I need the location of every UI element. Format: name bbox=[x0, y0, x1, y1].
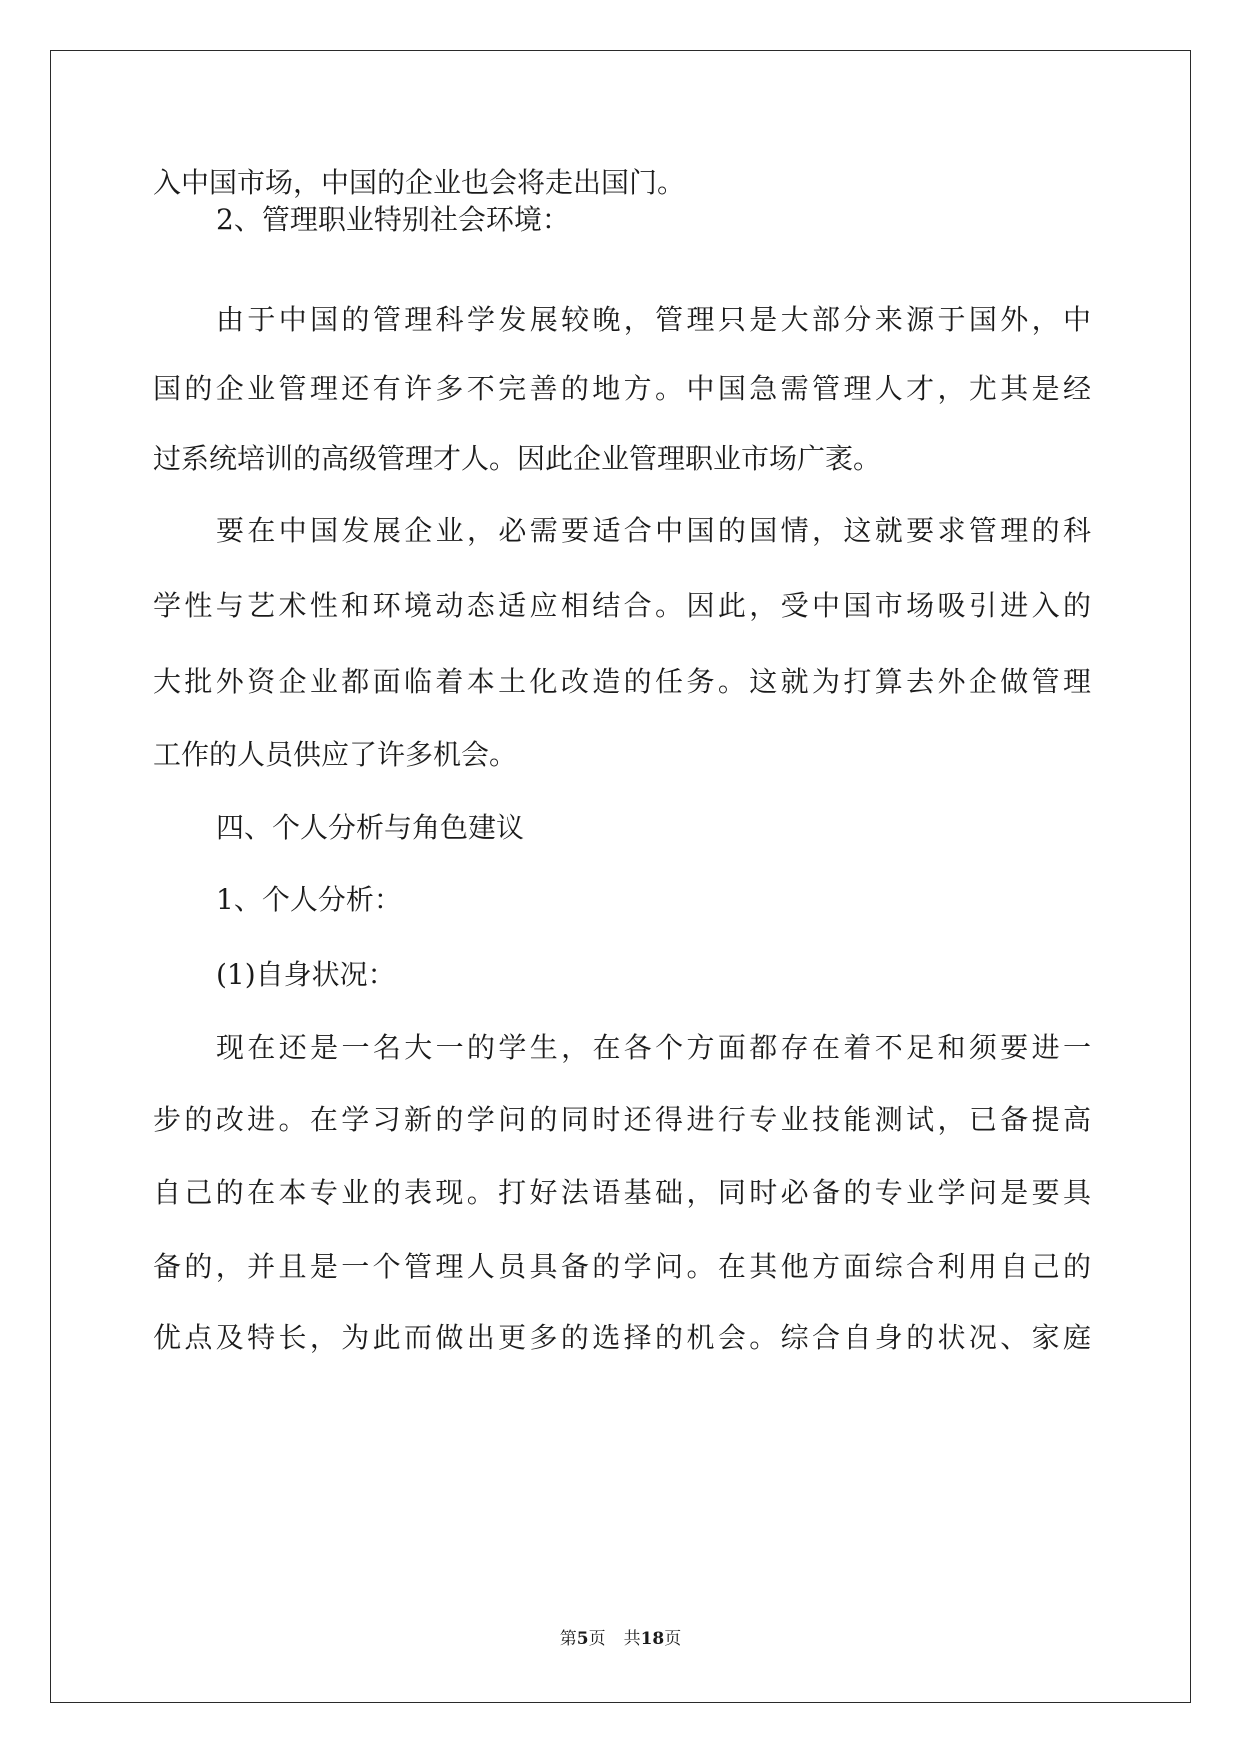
footer-total-suffix: 页 bbox=[664, 1629, 682, 1649]
text-line-6: 要在中国发展企业，必需要适合中国的国情，这就要求管理的科 bbox=[216, 514, 1091, 547]
text-line-8: 大批外资企业都面临着本土化改造的任务。这就为打算去外企做管理 bbox=[153, 665, 1091, 698]
section-heading-2: 2、管理职业特别社会环境： bbox=[216, 203, 570, 236]
text-line-16: 备的，并且是一个管理人员具备的学问。在其他方面综合利用自己的 bbox=[153, 1250, 1091, 1283]
subsection-heading-1-1: (1)自身状况： bbox=[216, 958, 396, 991]
footer-total-pages: 18 bbox=[640, 1629, 665, 1649]
text-line-17: 优点及特长，为此而做出更多的选择的机会。综合自身的状况、家庭 bbox=[153, 1321, 1091, 1354]
page-footer bbox=[0, 1627, 1241, 1651]
text-line-5: 过系统培训的高级管理才人。因此企业管理职业市场广袤。 bbox=[153, 442, 882, 475]
footer-page-number: 5 bbox=[576, 1629, 589, 1649]
page-border bbox=[50, 50, 1191, 1703]
footer-total-prefix: 共 bbox=[623, 1629, 641, 1649]
footer-page-suffix: 页 bbox=[588, 1629, 606, 1649]
text-line-4: 国的企业管理还有许多不完善的地方。中国急需管理人才，尤其是经 bbox=[153, 372, 1091, 405]
text-line-3: 由于中国的管理科学发展较晚，管理只是大部分来源于国外，中 bbox=[216, 303, 1091, 336]
text-line-15: 自己的在本专业的表现。打好法语基础，同时必备的专业学问是要具 bbox=[153, 1176, 1091, 1209]
section-heading-4: 四、个人分析与角色建议 bbox=[216, 811, 525, 844]
text-line-13: 现在还是一名大一的学生，在各个方面都存在着不足和须要进一 bbox=[216, 1031, 1091, 1064]
text-line-1: 入中国市场，中国的企业也会将走出国门。 bbox=[153, 166, 686, 199]
text-line-9: 工作的人员供应了许多机会。 bbox=[153, 738, 518, 771]
text-line-7: 学性与艺术性和环境动态适应相结合。因此，受中国市场吸引进入的 bbox=[153, 589, 1091, 622]
subsection-heading-1: 1、个人分析： bbox=[216, 883, 402, 916]
footer-prefix: 第 bbox=[559, 1629, 577, 1649]
text-line-14: 步的改进。在学习新的学问的同时还得进行专业技能测试，已备提高 bbox=[153, 1103, 1091, 1136]
